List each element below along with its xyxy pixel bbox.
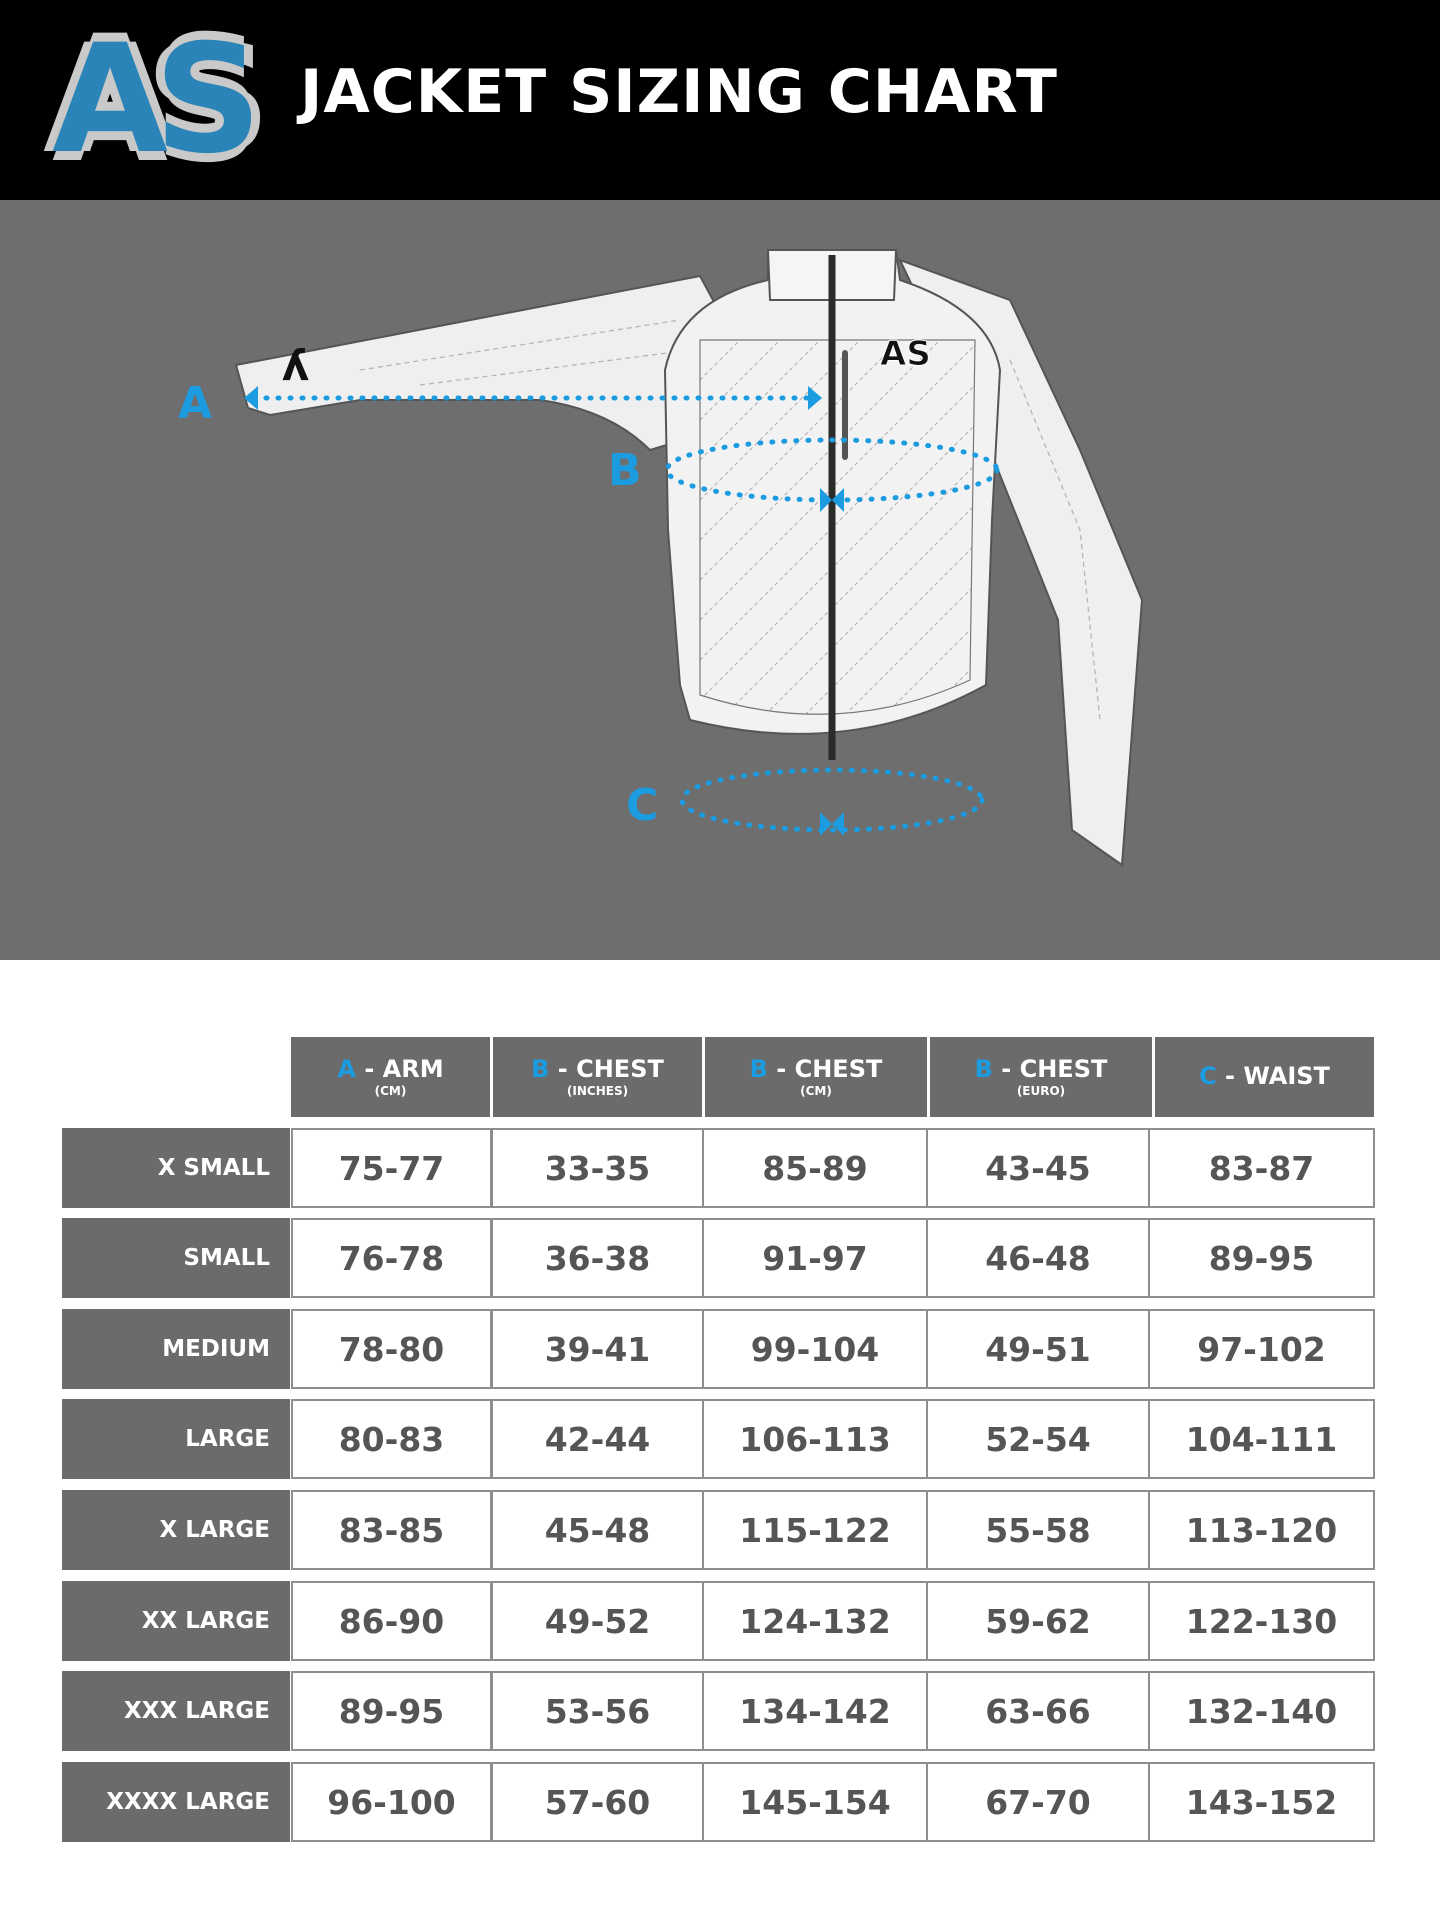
column-header-waist: C - WAIST xyxy=(1155,1037,1374,1117)
row-size-label: LARGE xyxy=(62,1399,290,1479)
table-cell: 97-102 xyxy=(1148,1309,1375,1389)
table-cell: 143-152 xyxy=(1148,1762,1375,1842)
table-cell: 36-38 xyxy=(491,1218,704,1298)
row-size-label: SMALL xyxy=(62,1218,290,1298)
table-cell: 89-95 xyxy=(1148,1218,1375,1298)
table-cell: 43-45 xyxy=(926,1128,1150,1208)
table-cell: 83-85 xyxy=(291,1490,492,1570)
table-cell: 91-97 xyxy=(702,1218,928,1298)
table-cell: 55-58 xyxy=(926,1490,1150,1570)
chest-logo: AS xyxy=(880,334,931,374)
table-cell: 53-56 xyxy=(491,1671,704,1751)
table-cell: 80-83 xyxy=(291,1399,492,1479)
table-cell: 113-120 xyxy=(1148,1490,1375,1570)
table-cell: 124-132 xyxy=(702,1581,928,1661)
table-cell: 39-41 xyxy=(491,1309,704,1389)
table-cell: 45-48 xyxy=(491,1490,704,1570)
table-cell: 106-113 xyxy=(702,1399,928,1479)
left-sleeve xyxy=(236,276,740,450)
header-bar xyxy=(0,0,1440,200)
table-cell: 49-51 xyxy=(926,1309,1150,1389)
table-cell: 85-89 xyxy=(702,1128,928,1208)
row-size-label: X LARGE xyxy=(62,1490,290,1570)
column-header-chest-euro: B - CHEST (EURO) xyxy=(930,1037,1152,1117)
table-cell: 49-52 xyxy=(491,1581,704,1661)
row-size-label: MEDIUM xyxy=(62,1309,290,1389)
table-cell: 57-60 xyxy=(491,1762,704,1842)
table-cell: 33-35 xyxy=(491,1128,704,1208)
table-cell: 52-54 xyxy=(926,1399,1150,1479)
table-cell: 76-78 xyxy=(291,1218,492,1298)
table-cell: 145-154 xyxy=(702,1762,928,1842)
row-size-label: X SMALL xyxy=(62,1128,290,1208)
chest-pocket-zip xyxy=(842,350,848,460)
table-cell: 86-90 xyxy=(291,1581,492,1661)
table-cell: 63-66 xyxy=(926,1671,1150,1751)
table-cell: 115-122 xyxy=(702,1490,928,1570)
column-header-chest-inches: B - CHEST (INCHES) xyxy=(493,1037,702,1117)
table-cell: 134-142 xyxy=(702,1671,928,1751)
brand-logo xyxy=(30,13,270,187)
column-header-arm: A - ARM (CM) xyxy=(291,1037,490,1117)
table-cell: 59-62 xyxy=(926,1581,1150,1661)
table-cell: 46-48 xyxy=(926,1218,1150,1298)
table-cell: 67-70 xyxy=(926,1762,1150,1842)
table-cell: 75-77 xyxy=(291,1128,492,1208)
table-cell: 42-44 xyxy=(491,1399,704,1479)
sizing-table xyxy=(0,1030,1440,1850)
table-cell: 122-130 xyxy=(1148,1581,1375,1661)
column-header-chest-cm: B - CHEST (CM) xyxy=(705,1037,927,1117)
row-size-label: XXXX LARGE xyxy=(62,1762,290,1842)
brand-logo-text: AS xyxy=(51,13,249,187)
jacket-illustration-panel xyxy=(0,200,1440,960)
table-cell: 96-100 xyxy=(291,1762,492,1842)
label-a: A xyxy=(178,378,213,429)
page-title: JACKET SIZING CHART xyxy=(300,57,1058,127)
table-cell: 104-111 xyxy=(1148,1399,1375,1479)
table-cell: 89-95 xyxy=(291,1671,492,1751)
table-cell: 83-87 xyxy=(1148,1128,1375,1208)
row-size-label: XX LARGE xyxy=(62,1581,290,1661)
row-size-label: XXX LARGE xyxy=(62,1671,290,1751)
table-cell: 99-104 xyxy=(702,1309,928,1389)
table-cell: 78-80 xyxy=(291,1309,492,1389)
label-c: C xyxy=(626,780,659,831)
jacket-illustration xyxy=(0,200,1440,960)
sleeve-logo: ʎ xyxy=(282,341,310,390)
label-b: B xyxy=(608,445,642,496)
table-cell: 132-140 xyxy=(1148,1671,1375,1751)
waist-measure-loop xyxy=(682,770,982,830)
